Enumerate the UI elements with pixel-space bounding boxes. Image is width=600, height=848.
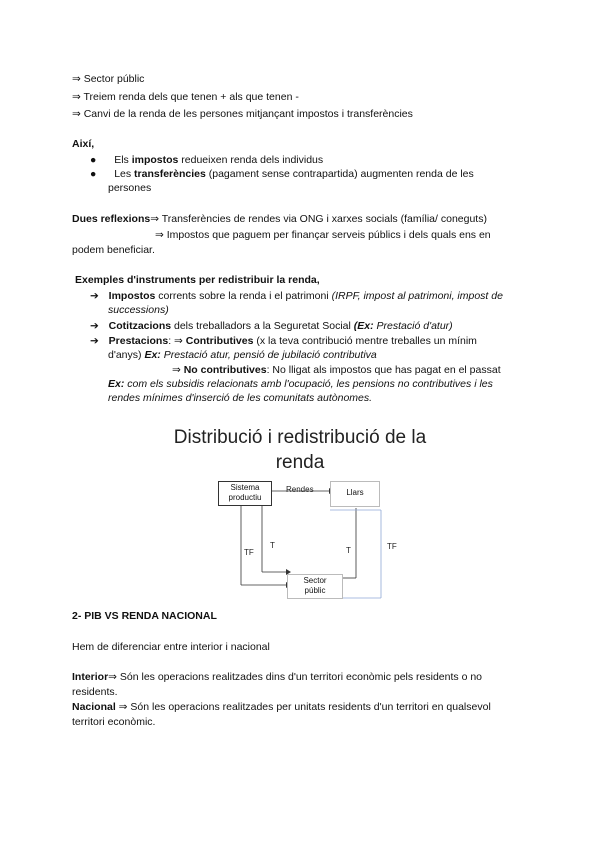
label-t-left: T [270, 541, 275, 550]
item-bold: Cotitzacions [108, 320, 172, 332]
intro-line-2: ⇒ Treiem renda dels que tenen + als que tenen - [72, 91, 299, 103]
item-text: dels treballadors a la Seguretat Social [171, 320, 354, 332]
label-t-right: T [346, 546, 351, 555]
nacional-text: ⇒ Són les operacions realitzades per unitats residents d'un territori en qualsevol [115, 701, 491, 713]
reflexions-line-2: ⇒ Impostos que paguem per finançar serveis públics i dels quals ens en [155, 229, 491, 241]
bullet-dot: ● [90, 154, 97, 166]
bullet-dot: ● [90, 168, 97, 180]
pib-nacional-cont: territori econòmic. [72, 716, 156, 728]
bullet-bold: impostos [131, 154, 179, 166]
bullet-bold: transferències [134, 168, 206, 180]
item-ex: Ex: [108, 378, 125, 390]
diagram-title-line-2: renda [275, 452, 325, 473]
nacional-label: Nacional [72, 701, 116, 713]
aixi-heading: Així, [72, 138, 95, 150]
bullet-text: redueixen renda dels individus [178, 154, 324, 166]
pib-interior-cont: residents. [72, 686, 118, 698]
label-tf-left: TF [244, 548, 254, 557]
box-label: públic [304, 586, 326, 595]
arrow-bullet: ➔ [90, 320, 99, 332]
box-label: Sistema [230, 483, 260, 492]
bullet-text: Els [114, 154, 132, 166]
item-bold: Contributives [185, 335, 254, 347]
item-text: : ⇒ [168, 335, 186, 347]
bullet-text: (pagament sense contrapartida) augmenten renda de les [205, 168, 474, 180]
item-impostos-cont: successions) [108, 304, 169, 316]
item-ex: (Ex: [353, 320, 374, 332]
item-text: ⇒ [172, 364, 184, 376]
box-label: Sector [303, 576, 327, 585]
item-ex: Ex: [144, 349, 161, 361]
label-tf-right: TF [387, 542, 397, 551]
pib-nacional [72, 700, 491, 714]
pib-heading: 2- PIB VS RENDA NACIONAL [72, 610, 217, 622]
item-text: : No lligat als impostos que has pagat en el passat [266, 364, 501, 376]
item-text: d'anys) [108, 349, 145, 361]
reflexions-heading: Dues reflexions [72, 213, 151, 225]
diagram-title-line-1: Distribució i redistribució de la [173, 427, 427, 448]
intro-line-1: ⇒ Sector públic [72, 73, 145, 85]
item-text: corrents sobre la renda i el patrimoni [155, 290, 332, 302]
item-no-contributives-cont: rendes mínimes d'inserció de les comunitats autònomes. [108, 392, 373, 404]
interior-label: Interior [72, 671, 109, 683]
pib-line-1: Hem de diferenciar entre interior i nacional [72, 641, 270, 653]
box-llars: Llars [330, 481, 380, 507]
item-italic: (IRPF, impost al patrimoni, impost de [331, 290, 503, 302]
box-label: productiu [228, 493, 262, 502]
label-rendes: Rendes [286, 485, 314, 494]
reflexions-text: ⇒ Transferències de rendes via ONG i xarxes socials (família/ coneguts) [150, 213, 487, 225]
pib-interior [72, 670, 482, 684]
item-bold: Impostos [108, 290, 156, 302]
reflexions-line-3: podem beneficiar. [72, 244, 155, 256]
item-text: (x la teva contribució mentre treballes un mínim [253, 335, 477, 347]
arrow-bullet: ➔ [90, 335, 99, 347]
bullet-transferencies-cont: persones [108, 182, 152, 194]
item-italic: Prestació d'atur) [373, 320, 453, 332]
bullet-text: Les [114, 168, 135, 180]
item-bold: Prestacions [108, 335, 169, 347]
arrow-bullet: ➔ [90, 290, 99, 302]
item-bold: No contributives [183, 364, 267, 376]
box-sector-public [287, 574, 343, 599]
item-italic: Prestació atur, pensió de jubilació contributiva [160, 349, 377, 361]
box-sistema-productiu [218, 481, 272, 506]
exemples-heading: Exemples d'instruments per redistribuir la renda, [75, 274, 320, 286]
intro-line-3: ⇒ Canvi de la renda de les persones mitjançant impostos i transferències [72, 108, 413, 120]
item-italic: com els subsidis relacionats amb l'ocupació, les pensions no contributives i les [124, 378, 493, 390]
interior-text: ⇒ Són les operacions realitzades dins d'un territori econòmic pels residents o no [108, 671, 483, 683]
